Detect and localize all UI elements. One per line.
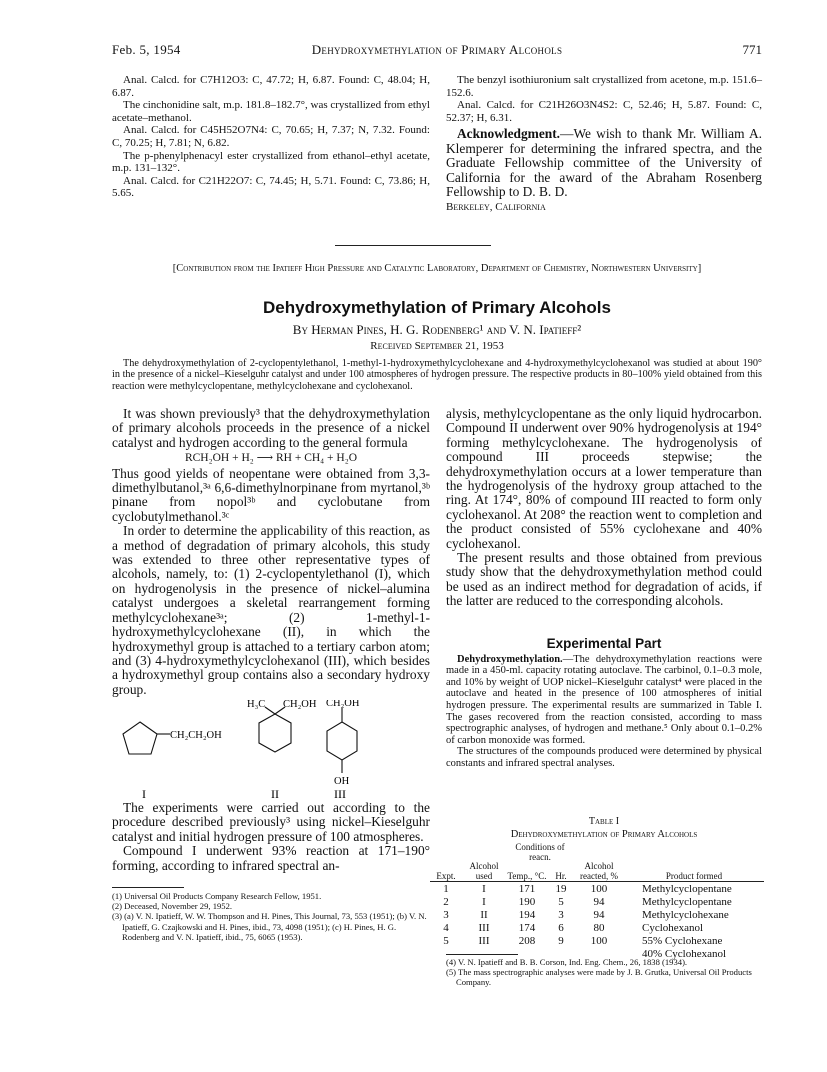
table-cell: Cyclohexanol bbox=[642, 921, 704, 934]
running-title: Dehydroxymethylation of Primary Alcohols bbox=[311, 42, 563, 57]
left-main-column-continued bbox=[112, 801, 430, 873]
column-header: Product formed bbox=[665, 870, 723, 881]
received-date: Received September 21, 1953 bbox=[370, 340, 504, 352]
table-cell: Methylcyclopentane bbox=[642, 882, 732, 895]
group-header: Conditions of reacn. bbox=[515, 842, 565, 862]
table-label: Table I bbox=[588, 816, 620, 827]
footnote-rule bbox=[446, 954, 518, 955]
column-header: Hr. bbox=[555, 870, 567, 881]
analysis-line: Anal. Calcd. for C21H22O7: C, 74.45; H, 5.71. Found: C, 73.86; H, 5.65. bbox=[112, 174, 430, 200]
table-cell: 94 bbox=[593, 908, 605, 921]
paragraph: Thus good yields of neopentane were obtained from 3,3-dimethylbutanol,³ᵃ 6,6-dimethylnorpinane from myrtanol,³ᵇ pinane from nopol³ᵇ and cyclobutane from cyclobutylmethanol.³ᶜ bbox=[112, 465, 430, 524]
experimental-section bbox=[446, 638, 762, 770]
table-cell: 171 bbox=[518, 882, 536, 895]
experimental-paragraph: The structures of the compounds produced were determined by physical constants and infrared spectral analyses. bbox=[446, 746, 762, 769]
structure-III-top: CH₂OH bbox=[326, 700, 360, 709]
experimental-lead: Dehydroxymethylation. bbox=[457, 653, 563, 665]
results-table bbox=[430, 843, 764, 960]
structure-II-methyl: H₃C bbox=[247, 700, 266, 710]
footnote: (2) Deceased, November 29, 1952. bbox=[112, 901, 233, 912]
column-header: Alcohol used bbox=[469, 861, 499, 881]
column-header: Temp., °C. bbox=[507, 870, 547, 881]
structure-III-bottom: OH bbox=[334, 776, 350, 787]
ack-heading: Acknowledgment. bbox=[457, 126, 561, 142]
column-header: Alcohol reacted, % bbox=[580, 861, 618, 881]
prep-line: The p-phenylphenacyl ester crystallized from ethanol–ethyl acetate, m.p. 131–132°. bbox=[112, 149, 430, 175]
table-cell: 9 bbox=[558, 934, 564, 947]
top-left-column bbox=[112, 74, 430, 200]
authors: By Herman Pines, H. G. Rodenberg¹ and V. N. Ipatieff² bbox=[292, 322, 582, 337]
article-title: Dehydroxymethylation of Primary Alcohols bbox=[263, 298, 611, 317]
footnote-rule bbox=[112, 887, 184, 888]
experimental-heading: Experimental Part bbox=[546, 636, 662, 651]
table-cell: 208 bbox=[518, 934, 536, 947]
table-caption: Dehydroxymethylation of Primary Alcohols bbox=[510, 829, 698, 840]
table-cell: II bbox=[480, 908, 488, 921]
footnote: (5) The mass spectrographic analyses were made by J. B. Grutka, Universal Oil Products Company. bbox=[446, 967, 752, 988]
table-row bbox=[430, 908, 764, 921]
table-cell: 174 bbox=[518, 921, 536, 934]
acknowledgment bbox=[446, 127, 762, 199]
structure-I-substituent: CH₂CH₂OH bbox=[170, 730, 222, 741]
structure-II-label: II bbox=[271, 787, 279, 800]
table-cell: III bbox=[478, 921, 490, 934]
cyclopentane-ring bbox=[123, 722, 157, 754]
table-cell: III bbox=[478, 934, 490, 947]
structures-figure bbox=[112, 700, 432, 800]
table-cell: 4 bbox=[443, 921, 449, 934]
table-cell: 2 bbox=[443, 895, 449, 908]
page-number: 771 bbox=[742, 42, 762, 57]
paragraph: The experiments were carried out according to the procedure described previously³ using nickel–Kieselguhr catalyst and initial hydrogen pressure of 100 atmospheres. bbox=[112, 800, 430, 844]
article-separator bbox=[335, 245, 491, 246]
structure-I-label: I bbox=[142, 787, 146, 800]
table-cell: 94 bbox=[593, 895, 605, 908]
top-right-column bbox=[446, 74, 762, 214]
abstract bbox=[112, 358, 762, 392]
table-cell: 19 bbox=[555, 882, 567, 895]
analysis-line: Anal. Calcd. for C7H12O3: C, 47.72; H, 6.87. Found: C, 48.04; H, 6.87. bbox=[112, 74, 430, 99]
table-row bbox=[430, 934, 764, 947]
general-equation: RCH₂OH + H₂ ⟶ RH + CH₄ + H₂O bbox=[184, 452, 358, 465]
table-row bbox=[430, 921, 764, 934]
bond-line bbox=[265, 707, 275, 714]
footnotes-left bbox=[112, 891, 430, 942]
ack-text: —We wish to thank Mr. William A. Klemperer for determining the infrared spectra, and the Graduate Fellowship committee of the University of California for the award of the Abraham Rosenberg Fellowship to D. B. D. bbox=[446, 126, 762, 199]
table-cell: 6 bbox=[558, 921, 564, 934]
footnotes-right bbox=[446, 957, 762, 988]
table-cell: Methylcyclopentane bbox=[642, 895, 732, 908]
table-row bbox=[430, 895, 764, 908]
experimental-text: —The dehydroxymethylation reactions were made in a 450-ml. capacity rotating autoclave. The carbinol, 0.1–0.3 mole, and 10% by weight of UOP nickel–Kieselguhr catalyst⁴ were placed in the autoclave and heated in the presence of 100 atmospheres of initial hydrogen pressure. The experimental results are summarized in Table I. The gases recovered from the reaction consisted, according to mass spectrographic analyses, of hydrogen and methane.⁵ Only about 0.1–0.2% of carbon monoxide was formed. bbox=[446, 653, 762, 746]
contribution-line: [Contribution from the Ipatieff High Pressure and Catalytic Laboratory, Department of Chemistry, Northwestern University] bbox=[172, 263, 702, 274]
cyclohexane-ring bbox=[259, 714, 291, 752]
table-cell: 3 bbox=[558, 908, 564, 921]
table-cell: 190 bbox=[518, 895, 536, 908]
cyclohexane-ring bbox=[327, 722, 357, 760]
table-cell: 100 bbox=[590, 934, 608, 947]
table-cell: 100 bbox=[590, 882, 608, 895]
paragraph: In order to determine the applicability of this reaction, as a method of degradation of primary alcohols, this study was extended to three other representative types of alcohols, namely, to: (1) 2-cyclopentylethanol (I), which on hydrogenolysis in the presence of nickel–alumina catalyst undergoes a skeletal rearrangement forming methylcyclohexane³ᵃ; (2) 1-methyl-1-hydroxymethylcyclohexane (II), in which the hydroxymethyl group is attached to a tertiary carbon atom; and (3) 4-hydroxymethylcyclohexanol (III), which besides a hydroxymethyl group contains also a secondary hydroxy group. bbox=[112, 523, 430, 697]
prep-line: The benzyl isothiuronium salt crystallized from acetone, m.p. 151.6–152.6. bbox=[446, 74, 762, 99]
analysis-line: Anal. Calcd. for C21H26O3N4S2: C, 52.46; H, 5.87. Found: C, 52.37; H, 6.31. bbox=[446, 99, 762, 124]
footnote: (4) V. N. Ipatieff and B. B. Corson, Ind. Eng. Chem., 26, 1838 (1934). bbox=[446, 957, 688, 967]
header-date: Feb. 5, 1954 bbox=[112, 42, 181, 57]
analysis-line: Anal. Calcd. for C45H52O7N4: C, 70.65; H, 7.37; N, 7.32. Found: C, 70.25; H, 7.81; N, 6.82. bbox=[112, 124, 430, 149]
right-main-column bbox=[446, 407, 762, 609]
table-cell: 194 bbox=[518, 908, 536, 921]
table-header-row bbox=[430, 862, 764, 882]
table-row bbox=[430, 882, 764, 896]
experimental-paragraph bbox=[446, 654, 762, 747]
table-cell: 40% Cyclohexanol bbox=[642, 947, 727, 960]
table-cell: 55% Cyclohexane bbox=[642, 934, 723, 947]
table-cell: 3 bbox=[443, 908, 449, 921]
page-header bbox=[112, 42, 762, 58]
table-cell: 5 bbox=[443, 934, 449, 947]
table-group-header-row bbox=[430, 843, 764, 862]
table-cell: I bbox=[482, 895, 486, 908]
left-main-column bbox=[112, 407, 430, 697]
footnote: (1) Universal Oil Products Company Research Fellow, 1951. bbox=[112, 891, 322, 901]
structure-III-label: III bbox=[334, 787, 346, 800]
table-cell: 5 bbox=[558, 895, 564, 908]
column-header: Expt. bbox=[436, 870, 456, 881]
abstract-text: The dehydroxymethylation of 2-cyclopentylethanol, 1-methyl-1-hydroxymethylcyclohexane and 4-hydroxymethylcyclohexanol was studied at about 190° in the presence of a nickel–Kieselguhr catalyst and under 100 atmospheres of hydrogen pressure. The respective products in 80–100% yield obtained from this reaction were methylcyclopentane, methylcyclohexane and cyclohexanol. bbox=[112, 358, 762, 392]
structure-II-substituent: CH₂OH bbox=[283, 700, 317, 710]
table-cell: 80 bbox=[593, 921, 605, 934]
intro-paragraph: It was shown previously³ that the dehydroxymethylation of primary alcohols proceeds in the presence of a nickel catalyst and hydrogen according to the general formula bbox=[112, 406, 430, 450]
table-cell: I bbox=[482, 882, 486, 895]
footnote: (3) (a) V. N. Ipatieff, W. W. Thompson and H. Pines, This Journal, 73, 553 (1951); (b) V. N. Ipatieff, G. Czajkowski and H. Pines, ibid., 73, 4098 (1951); (c) H. Pines, H. G. Rodenberg and V. N. Ipatieff, ibid., 75, 6065 (1953). bbox=[112, 911, 427, 942]
prep-line: The cinchonidine salt, m.p. 181.8–182.7°, was crystallized from ethyl acetate–methanol. bbox=[112, 99, 430, 124]
paragraph: The present results and those obtained from previous study show that the dehydroxymethylation method could be used as an indirect method for degradation of acids, if the latter are reduced to the corresponding alcohols. bbox=[446, 550, 762, 609]
table-cell: 1 bbox=[443, 882, 449, 895]
table-cell: Methylcyclohexane bbox=[642, 908, 729, 921]
location: Berkeley, California bbox=[446, 201, 546, 214]
paragraph: Compound I underwent 93% reaction at 171–190° forming, according to infrared spectral an- bbox=[112, 843, 430, 873]
paragraph: alysis, methylcyclopentane as the only liquid hydrocarbon. Compound II underwent over 90% hydrogenolysis at 194° forming methylcyclohexane. The hydrogenolysis of compound III proceeds stepwise; the dehydroxymethylation occurs at a lower temperature than the hydrogenolysis of the hydroxy group attached to the ring. At 174°, 80% of compound III reacted to form only cyclohexanol. At 208° the reaction went to completion and the product consisted of 55% cyclohexane and 40% cyclohexanol. bbox=[446, 406, 762, 551]
